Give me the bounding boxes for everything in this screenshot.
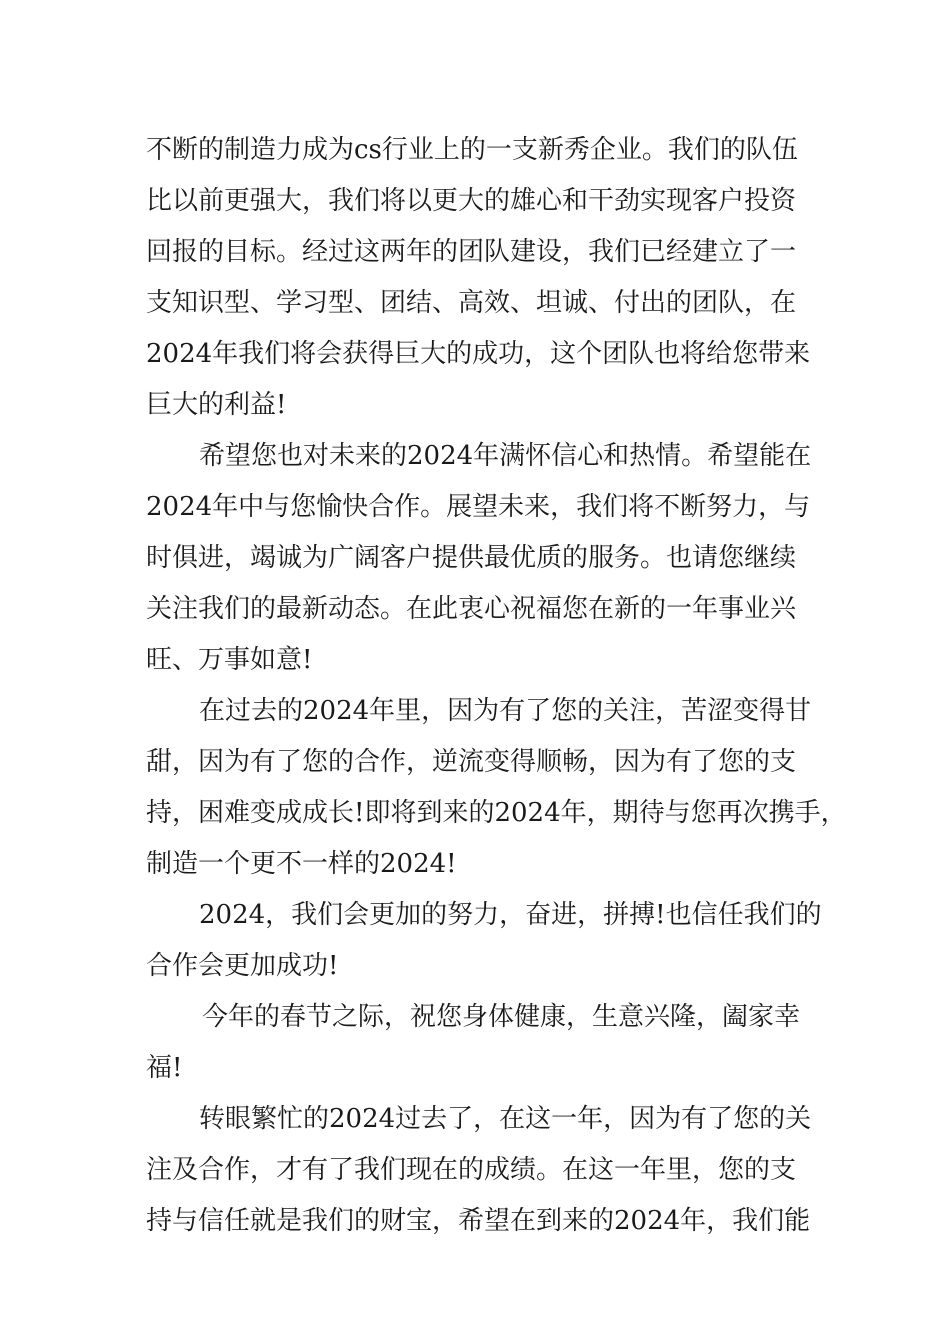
paragraph-start-line: 2024，我们会更加的努力，奋进，拼搏!也信任我们的 [199, 900, 822, 930]
text-line: 持与信任就是我们的财宝，希望在到来的2024年，我们能 [146, 1206, 811, 1236]
paragraph-start-line: 希望您也对未来的2024年满怀信心和热情。希望能在 [199, 441, 812, 471]
paragraph-start-line: 在过去的2024年里，因为有了您的关注，苦涩变得甘 [199, 696, 812, 726]
text-line: 制造一个更不一样的2024! [146, 849, 457, 879]
text-line: 合作会更加成功! [146, 951, 339, 981]
text-line: 甜，因为有了您的合作，逆流变得顺畅，因为有了您的支 [146, 747, 797, 777]
text-line: 2024年中与您愉快合作。展望未来，我们将不断努力，与 [146, 492, 811, 522]
text-line: 注及合作，才有了我们现在的成绩。在这一年里，您的支 [146, 1155, 797, 1185]
text-line: 时俱进，竭诚为广阔客户提供最优质的服务。也请您继续 [146, 543, 797, 573]
paragraph-start-line: 今年的春节之际，祝您身体健康，生意兴隆，阖家幸 [202, 1002, 801, 1032]
text-line: 巨大的利益! [146, 390, 287, 420]
text-line: 持，困难变成成长!即将到来的2024年，期待与您再次携手， [146, 798, 847, 828]
text-line: 不断的制造力成为cs行业上的一支新秀企业。我们的队伍 [146, 135, 798, 165]
text-line: 关注我们的最新动态。在此衷心祝福您在新的一年事业兴 [146, 594, 797, 624]
text-line: 旺、万事如意! [146, 645, 313, 675]
text-line: 2024年我们将会获得巨大的成功，这个团队也将给您带来 [146, 339, 811, 369]
paragraph-start-line: 转眼繁忙的2024过去了，在这一年，因为有了您的关 [199, 1104, 812, 1134]
text-line: 比以前更强大，我们将以更大的雄心和干劲实现客户投资 [146, 186, 797, 216]
text-line: 福! [146, 1053, 183, 1083]
document-body [146, 125, 847, 1247]
text-line: 支知识型、学习型、团结、高效、坦诚、付出的团队，在 [146, 288, 797, 318]
text-line: 回报的目标。经过这两年的团队建设，我们已经建立了一 [146, 237, 797, 267]
